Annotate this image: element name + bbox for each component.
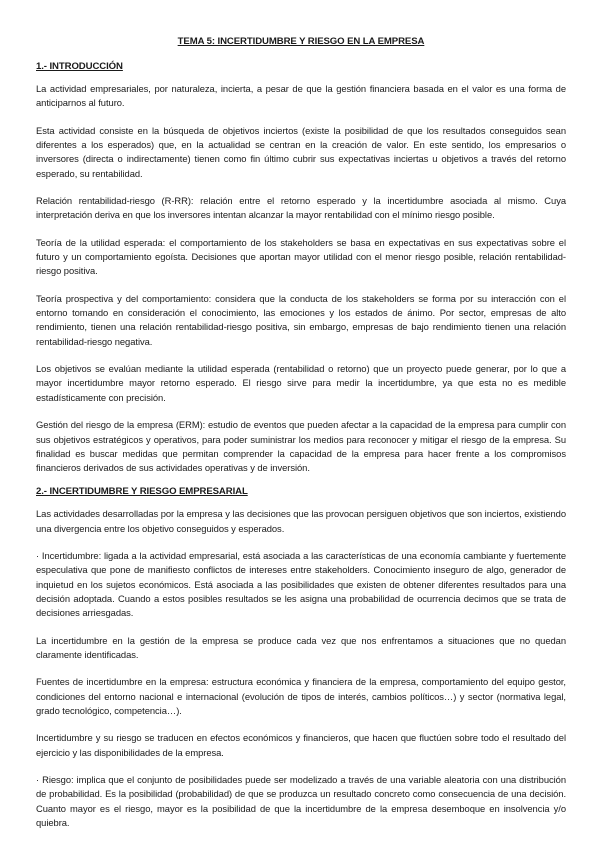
paragraph: Gestión del riesgo de la empresa (ERM): estudio de eventos que pueden afectar a la capacidad de la empresa para cumplir con sus objetivos estratégicos y operativos, para poder suministrar los medios para reconocer y mitigar el riesgo de la empresa. Su finalidad es buscar medidas que permitan comprender la capacidad de la empresa para hacer frente a los compromisos financieros derivados de sus actividades operativas y de inversión. [36, 419, 566, 474]
paragraph: Teoría de la utilidad esperada: el comportamiento de los stakeholders se basa en expectativas en sus expectativas sobre el futuro y un comportamiento egoísta. Decisiones que aportan mayor utilidad con el menor riesgo posible, relación rentabilidad-riesgo positiva. [36, 236, 566, 277]
paragraph: Los objetivos se evalúan mediante la utilidad esperada (rentabilidad o retorno) que un proyecto puede generar, por lo que a mayor incertidumbre mayor retorno esperado. El riesgo sirve para medir la incertidumbre, ya que esta no es medible estadísticamente con precisión. [36, 363, 566, 403]
paragraph: Las actividades desarrolladas por la empresa y las decisiones que las provocan persiguen objetivos que son inciertos, existiendo una divergencia entre los objetivo conseguidos y esperados. [36, 508, 566, 534]
paragraph: La actividad empresariales, por naturaleza, incierta, a pesar de que la gestión financiera basada en el valor es una forma de anticiparnos al futuro. [36, 83, 566, 109]
paragraph: Teoría prospectiva y del comportamiento: considera que la conducta de los stakeholders se forma por su interacción con el entorno tomando en consideración el conocimiento, las emociones y los estados de ánimo. Por sector, empresas de alto rendimiento, tienen una relación rentabilidad-riesgo positiva, sin embargo, empresas de bajo rendimiento tienen una relación rentabilidad-riesgo negativa. [36, 292, 566, 347]
section-heading: 2.- INCERTIDUMBRE Y RIESGO EMPRESARIAL [36, 486, 248, 498]
document-title: TEMA 5: INCERTIDUMBRE Y RIESGO EN LA EMPRESA [177, 36, 425, 47]
paragraph: Esta actividad consiste en la búsqueda de objetivos inciertos (existe la posibilidad de que los resultados conseguidos sean diferentes a los esperados) que, en la actualidad se centran en la creación de valor. En este sentido, los empresarios o inversores (directa o indirectamente) tienen como fin último cubrir sus expectativas inciertas u objetivos a través del retorno esperado, su rentabilidad. [36, 124, 566, 179]
paragraph: · Riesgo: implica que el conjunto de posibilidades puede ser modelizado a través de una variable aleatoria con una distribución de probabilidad. Es la posibilidad (probabilidad) de que se produzca un resultado concreto como consecuencia de una decisión. Cuanto mayor es el riesgo, mayor es la posibilidad de que la incertidumbre de la empresa desemboque en insolvencia y/o quiebra. [36, 773, 566, 829]
paragraph: Fuentes de incertidumbre en la empresa: estructura económica y financiera de la empresa, comportamiento del equipo gestor, condiciones del entorno nacional e internacional (evolución de tipos de interés, cambios políticos…) y sector (normativa legal, grado tecnológico, competencia…). [36, 676, 566, 717]
paragraph: Relación rentabilidad-riesgo (R-RR): relación entre el retorno esperado y la incertidumbre asociada al mismo. Cuya interpretación deriva en que los inversores intentan alcanzar la mayor rentabilidad con el mínimo riesgo posible. [36, 195, 566, 221]
section-incertidumbre-riesgo [36, 486, 566, 830]
paragraph: Incertidumbre y su riesgo se traducen en efectos económicos y financieros, que hacen que fluctúen sobre todo el resultado del ejercicio y las disponibilidades de la empresa. [36, 732, 566, 758]
section-introduccion [36, 61, 566, 476]
section-heading: 1.- INTRODUCCIÓN [36, 61, 123, 72]
paragraph: · Incertidumbre: ligada a la actividad empresarial, está asociada a las características de una economía cambiante y fuertemente especulativa que pone de manifiesto conflictos de intereses entre stakeholders. Conocimiento inseguro de algo, generador de inquietud en los sujetos económicos. Está asociada a las posibilidades que existen de obtener diferentes resultados para una decisión adoptada. Cuando a estos posibles resultados se les asigna una probabilidad de ocurrencia decimos que se trata de decisiones arriesgadas. [36, 549, 566, 619]
paragraph: La incertidumbre en la gestión de la empresa se produce cada vez que nos enfrentamos a situaciones que no quedan claramente identificadas. [36, 634, 566, 661]
document-page [36, 36, 566, 843]
